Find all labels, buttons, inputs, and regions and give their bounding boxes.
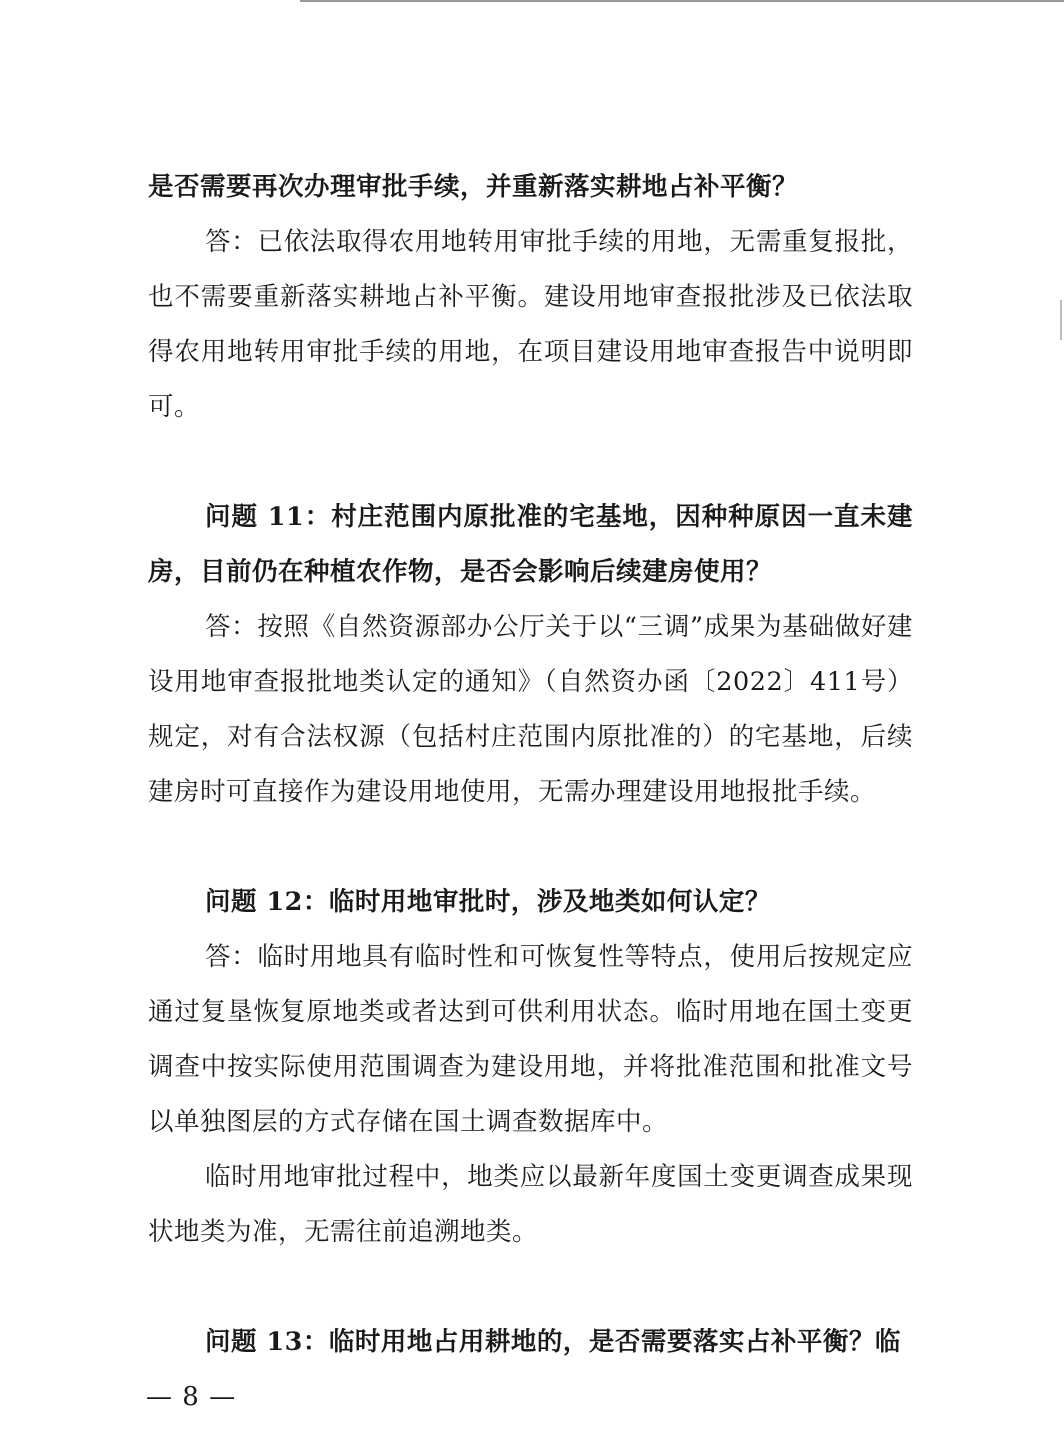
paragraph-spacer	[148, 820, 913, 875]
paragraph-spacer	[148, 1260, 913, 1315]
question-12-paragraph: 问题 12：临时用地审批时，涉及地类如何认定？	[205, 887, 771, 917]
paragraph-spacer	[148, 435, 913, 490]
document-body	[148, 160, 913, 1370]
question-11-paragraph: 问题 11：村庄范围内原批准的宅基地，因种种原因一直未建房，目前仍在种植农作物，是否会影响后续建房使用？	[148, 502, 913, 587]
answer-12-followup-paragraph: 临时用地审批过程中，地类应以最新年度国土变更调查成果现状地类为准，无需往前追溯地类。	[148, 1162, 913, 1247]
question-paragraph-continued: 是否需要再次办理审批手续，并重新落实耕地占补平衡？	[148, 172, 799, 202]
answer-paragraph: 答：已依法取得农用地转用审批手续的用地，无需重复报批，也不需要重新落实耕地占补平衡。建设用地审查报批涉及已依法取得农用地转用审批手续的用地，在项目建设用地审查报告中说明即可。	[148, 227, 913, 422]
scan-right-edge-mark	[1060, 300, 1062, 340]
question-13-paragraph: 问题 13：临时用地占用耕地的，是否需要落实占补平衡？临	[205, 1327, 901, 1357]
page-number: — 8 —	[146, 1382, 237, 1412]
scan-top-border	[300, 0, 1064, 2]
answer-12-paragraph: 答：临时用地具有临时性和可恢复性等特点，使用后按规定应通过复垦恢复原地类或者达到可供利用状态。临时用地在国土变更调查中按实际使用范围调查为建设用地，并将批准范围和批准文号以单独图层的方式存储在国土调查数据库中。	[148, 942, 913, 1137]
answer-11-paragraph: 答：按照《自然资源部办公厅关于以“三调”成果为基础做好建设用地审查报批地类认定的通知》（自然资办函〔2022〕411号）规定，对有合法权源（包括村庄范围内原批准的）的宅基地，后续建房时可直接作为建设用地使用，无需办理建设用地报批手续。	[148, 612, 913, 807]
